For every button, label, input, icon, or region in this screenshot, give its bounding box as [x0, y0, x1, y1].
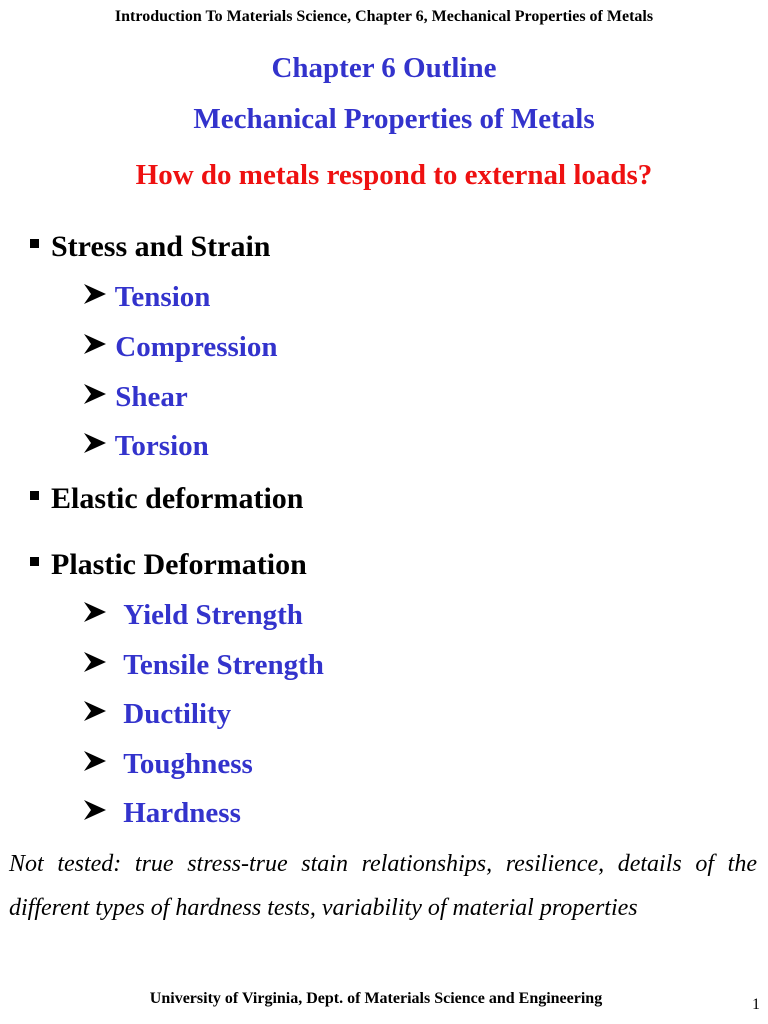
- sub-item-label: Shear: [115, 381, 188, 413]
- sub-item-hardness: [82, 797, 241, 830]
- sub-item-shear: [82, 381, 188, 414]
- bullet-stress-and-strain: [30, 230, 271, 264]
- arrowhead-bullet-icon: [82, 283, 108, 305]
- sub-item-label: Ductility: [123, 698, 232, 730]
- sub-item-tension: [82, 281, 210, 314]
- sub-item-label: Hardness: [123, 797, 241, 829]
- not-tested-note: Not tested: true stress-true stain relationships, resilience, details of the different types of hardness tests, variability of material properties: [9, 851, 757, 921]
- sub-item-label: Compression: [115, 331, 278, 363]
- sub-item-label: Tension: [114, 281, 211, 313]
- arrowhead-bullet-icon: [82, 799, 108, 821]
- sub-item-label: Yield Strength: [123, 599, 303, 631]
- arrowhead-bullet-icon: [82, 383, 108, 405]
- bullet-label: Stress and Strain: [51, 230, 271, 263]
- arrowhead-bullet-icon: [82, 333, 108, 355]
- page-number: 1: [752, 996, 760, 1013]
- sub-item-label: Toughness: [123, 748, 253, 780]
- arrowhead-bullet-icon: [82, 432, 108, 454]
- bullet-elastic-deformation: [30, 482, 303, 516]
- square-bullet-icon: [30, 557, 39, 566]
- sub-item-toughness: [82, 748, 253, 781]
- arrowhead-bullet-icon: [82, 651, 108, 673]
- sub-item-tensile-strength: [82, 649, 324, 682]
- square-bullet-icon: [30, 491, 39, 500]
- sub-item-label: Torsion: [114, 430, 209, 462]
- slide-title: Chapter 6 Outline: [271, 52, 497, 84]
- sub-item-ductility: [82, 698, 231, 731]
- bullet-label: Elastic deformation: [51, 482, 304, 515]
- slide-subtitle: Mechanical Properties of Metals: [193, 103, 595, 135]
- page-footer: University of Virginia, Dept. of Materials Science and Engineering: [149, 990, 603, 1007]
- bullet-label: Plastic Deformation: [51, 548, 307, 581]
- bullet-plastic-deformation: [30, 548, 307, 582]
- sub-item-label: Tensile Strength: [123, 649, 324, 681]
- arrowhead-bullet-icon: [82, 601, 108, 623]
- slide-question: How do metals respond to external loads?: [135, 159, 653, 191]
- arrowhead-bullet-icon: [82, 750, 108, 772]
- sub-item-torsion: [82, 430, 209, 463]
- sub-item-compression: [82, 331, 277, 364]
- sub-item-yield-strength: [82, 599, 303, 632]
- arrowhead-bullet-icon: [82, 700, 108, 722]
- square-bullet-icon: [30, 239, 39, 248]
- page-header: Introduction To Materials Science, Chapter 6, Mechanical Properties of Metals: [114, 8, 654, 25]
